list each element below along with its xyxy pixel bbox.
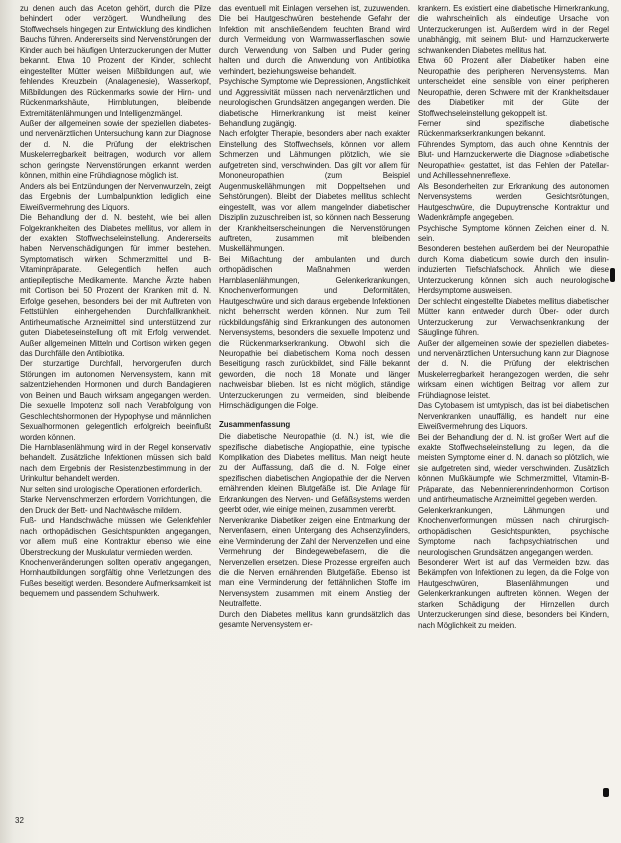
paragraph: Die diabetische Neuropathie (d. N.) ist, wie die spezifische diabetische Angiopathie, eine typische Komplikation des Diabetes mellitus. Man neigt heute zu der Auffassung, daß die d. N. Folge einer spezifischen diabetischen Angiopathie der die Nerven ernährenden kleinen Blutgefäße ist. Die Anlage für Erkrankungen des Nerven- und Gefäßsystems werden geerbt oder, wie einige meinen, zusammen vererbt. (219, 432, 410, 515)
paragraph: Ferner sind spezifische diabetische Rückenmarkserkrankungen bekannt. (418, 118, 609, 139)
section-heading: Zusammenfassung (219, 419, 291, 429)
paragraph: Der sturzartige Durchfall, hervorgerufen durch Störungen im autonomen Nervensystem, kann mit salzentziehenden Hormonen und durch Bandagieren von Beinen und Bauch wirksam angegangen werden. Die sexuelle Impotenz soll nach Verabfolgung von Geschlechtshormonen der Hypophyse und männlichen Sexualhormonen gelegentlich erfolgreich beeinflußt worden können. (20, 359, 211, 442)
paragraph: Gelenkerkrankungen, Lähmungen und Knochenverformungen müssen nach chirurgisch-orthopädischen Gesichtspunkten, psychische Symptome nach fachpsychiatrischen und neurologischen Grundsätzen angegangen werden. (418, 505, 609, 557)
text-column-2 (219, 4, 410, 812)
paragraph: Führendes Symptom, das auch ohne Kenntnis der Blut- und Harnzuckerwerte die Diagnose »diabetische Neuropathie« gestattet, ist das Fehlen der Patellar- und Achillessehnenreflexe. (418, 139, 609, 181)
paragraph: Psychische Symptome können Zeichen einer d. N. sein. (418, 223, 609, 243)
paragraph: Anders als bei Entzündungen der Nervenwurzeln, zeigt das Ergebnis der Lumbalpunktion lediglich eine Eiweißvermehrung des Liquors. (20, 181, 211, 212)
paragraph: Nach erfolgter Therapie, besonders aber nach exakter Einstellung des Stoffwechsels, können vor allem Schmerzen und Lähmungen plötzlich, wie sie aufgetreten sind, verschwinden. Das gilt vor allem für Mononeuropathien (zum Beispiel Augenmuskellähmungen mit Doppeltsehen und Sehstörungen). Bleibt der Diabetes mellitus schlecht eingestellt, was vor allem mangelnder diabetischer Disziplin zuzuschreiben ist, so können nach Besserung der Krankheitserscheinungen die Nervenstörungen auftreten, zusammen mit bleibenden Muskellähmungen. (219, 129, 410, 254)
page-number: 32 (15, 816, 24, 825)
paragraph: Bei Mißachtung der ambulanten und durch orthopädischen Maßnahmen werden Harnblasenlähmungen, Gelenkerkrankungen, Knochenverformungen und Deformitäten, Hautgeschwüre und sich daraus ergebende Infektionen nicht beherrscht werden können. Nur zum Teil rückbildungsfähig sind Erkrankungen des autonomen Nervensystems, besonders die sexuelle Impotenz und die Rückenmarkserkrankung. Obwohl sich die Neuropathie bei diabetischem Koma noch dessen Beseitigung rasch zurückbildet, sind Fälle bekannt geworden, die noch 18 Monate und länger nachweisbar blieben. Ist es nicht möglich, ständige Unterzuckerungen zu vermeiden, sind bleibende Hirnschädigungen die Folge. (219, 254, 410, 411)
paragraph: Psychische Symptome wie Depressionen, Angstlichkeit und Aggressivität müssen nach nervenärztlichen und neurologischen Grundsätzen angegangen werden. Die diabetische Hirnerkrankung ist meist keiner Behandlung zugängig. (219, 77, 410, 128)
margin-mark (603, 788, 609, 797)
paragraph: zu denen auch das Aceton gehört, durch die Pilze behindert oder verzögert. Wundheilung des Stoffwechsels hingegen zur Entwicklung des kindlichen Bauchs führen. Andererseits sind Nervenstörungen der Kinder auch bei häufigen Unterzuckerungen der Mutter bekannt. Etwa 10 Prozent der Kinder, schlecht eingestellter Mütter weisen Mißbildungen auf, wie fehlendes Kreuzbein (Analagenesie), Wasserkopf, Mißbildungen des Rückenmarks sowie der Hirn- und Rückenmarkshäute, Hirnblutungen, bleibende Extremitätenlähmungen und Intelligenzmängel. (20, 4, 211, 118)
paragraph: Bei der Behandlung der d. N. ist großer Wert auf die exakte Stoffwechseleinstellung zu legen, da die meisten Symptome einer d. N. danach so plötzlich, wie sie aufgetreten sind, wieder verschwinden. Zusätzlich können Mußkäumpfe wie Schmerzmittel, Vitamin-B-Präparate, das Nebennierenrindenhormon Cortison und antirheumatische Arzneimittel gegeben werden. (418, 432, 609, 505)
paragraph: Etwa 60 Prozent aller Diabetiker haben eine Neuropathie des peripheren Nervensystems. Man unterscheidet eine sensible von einer peripheren Neuropathie, deren Schwere mit der Krankheitsdauer des Diabetiker mit der Güte der Stoffwechseleinstellung gekoppelt ist. (418, 56, 609, 118)
paragraph: Außer der allgemeinen sowie der speziellen diabetes- und nervenärztlichen Untersuchung kann zur Diagnose der d. N. die Prüfung der elektrischen Muskelerregbarkeit herangezogen werden, die sehr wirksam einen wichtigen Beitrag vor allem zur Frühdiagnose leistet. (418, 338, 609, 400)
paragraph: Durch den Diabetes mellitus kann grundsätzlich das gesamte Nervensystem er- (219, 609, 410, 630)
paragraph: Nervenkranke Diabetiker zeigen eine Entmarkung der Nervenfasern, einen Untergang des Achsenzylinders, eine Verminderung der Zahl der Nervenzellen und eine Vermehrung der Bindegewebefasern, die die Nervenzellen ersetzen. Diese Prozesse ergreifen auch die die Nerven ernährenden Blutgefäße. Ebenso ist man eine Verminderung der fettähnlichen Stoffe im Nervensystem zusammen mit einem Anstieg der Neutralfette. (219, 515, 410, 609)
margin-mark (610, 268, 615, 282)
paragraph: Das Cytobasem ist umtypisch, das ist bei diabetischen Nervenkranken unauffällig, es handelt nur eine Eiweißvermehrung des Liquors. (418, 401, 609, 432)
paragraph: krankern. Es existiert eine diabetische Hirnerkrankung, die wahrscheinlich als eindeutige Ursache von Unterzuckerungen ist. Außerdem wird in der Regel unabhängig, mit seinem Blut- und Harnzuckerwerte schwankenden Diabetes mellitus hat. (418, 4, 609, 55)
paragraph: Starke Nervenschmerzen erfordern Vorrichtungen, die den Druck der Bett- und Nachtwäsche mildern. (20, 495, 211, 515)
text-column-3 (418, 4, 609, 812)
paragraph: Knochenveränderungen sollten operativ angegangen, Hornhautbildungen sorgfältig ohne Verletzungen des Fußes beseitigt werden. Besondere Aufmerksamkeit ist bequemem und passendem Schuhwerk. (20, 558, 211, 599)
paragraph: Besonderen bestehen außerdem bei der Neuropathie durch Koma diabeticum sowie durch den insulin-induzierten Tiefschlafschock. Ähnlich wie diese Unterzuckerung können sich auch neurologische Herdsymptome ausweisen. (418, 244, 609, 296)
paragraph: Fuß- und Handschwäche müssen wie Gelenkfehler nach orthopädischen Gesichtspunkten angegangen, vor allem muß eine Kontraktur ebenso wie eine Überstreckung der Muskulatur vermieden werden. (20, 516, 211, 557)
paragraph: Als Besonderheiten zur Erkrankung des autonomen Nervensystems werden Gesichtsrötungen, Hautgeschwüre, die Dupuytrensche Kontraktur und Wadenkrämpfe angegeben. (418, 181, 609, 223)
paragraph: Der schlecht eingestellte Diabetes mellitus diabetischer Mütter kann entweder durch Über- oder durch Unterzuckerung zur Verwachsenkrankung der Säuglinge führen. (418, 296, 609, 338)
paragraph: das eventuell mit Einlagen versehen ist, zuzuwenden. Die bei Hautgeschwüren bestehende Gefahr der Infektion mit anschließendem feuchten Brand wird durch Vermeidung von Warmwasserflaschen sowie durch Verwendung von Salben und Puder gering halten und durch die Anwendung von Antibiotika verhindert, beziehungsweise behandelt. (219, 4, 410, 76)
paragraph: Besonderer Wert ist auf das Vermeiden bzw. das Bekämpfen von Infektionen zu legen, da die Folge von Hautgeschwüren, Blasenlähmungen und Gelenkerkrankungen auftreten können. Wegen der starken Schädigung der Hirnzellen durch Unterzuckerungen sind diese, besonders bei Kindern, nach Möglichkeit zu meiden. (418, 558, 609, 630)
paragraph: Außer der allgemeinen sowie der speziellen diabetes- und nervenärztlichen Untersuchung kann zur Diagnose der d. N. die Prüfung der elektrischen Muskelerregbarkeit beitragen, wodurch vor allem schon geringste Nervenstörungen erkannt werden können, mithin eine Frühdiagnose möglich ist. (20, 118, 211, 181)
paragraph: Nur selten sind urologische Operationen erforderlich. (20, 484, 203, 494)
paragraph: Die Behandlung der d. N. besteht, wie bei allen Folgekrankheiten des Diabetes mellitus, vor allem in der exakten Stoffwechseleinstellung. Andererseits haben Nervenschädigungen für immer bestehen. Symptomatisch wirken Schmerzmittel und B-Vitaminpräparate. Gelegentlich helfen auch antiepileptische Medikamente. Manche Ärzte haben mit Cortison bei 50 Prozent der Kranken mit d. N. Erfolge gesehen, besonders bei der mit Auftreten von Fettstühlen einhergehenden Durchfallkrankheit. Antirheumatische Arzneimittel sind unterstützend zur guten Diabeteseinstellung oft mit Erfolg verwendet. Außer allgemeinen Mitteln und Cortison wirken gegen das Durchfälle den Antibiotika. (20, 213, 211, 358)
paragraph: Die Harnblasenlähmung wird in der Regel konservativ behandelt. Zusätzliche Infektionen müssen sich bald nach dem Ergebnis der Resistenzbestimmung in der Urinkultur behandelt werden. (20, 443, 211, 484)
text-column-1 (20, 4, 211, 812)
